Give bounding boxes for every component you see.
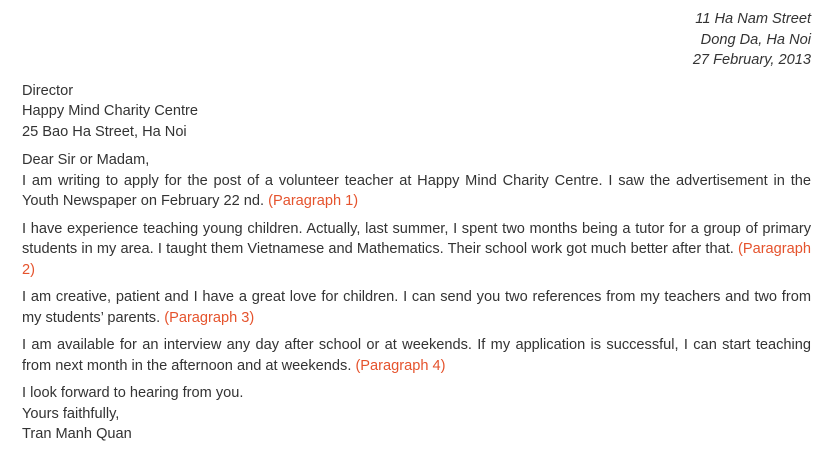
paragraph-2-text: I have experience teaching young children. Actually, last summer, I spent two months being a tutor for a group of primary students in my area. I taught them Vietnamese and Mathematics. Their school work got much better after that. (22, 220, 811, 257)
signature-name: Tran Manh Quan (22, 426, 132, 442)
sender-street: 11 Ha Nam Street (695, 11, 811, 27)
closing-line: I look forward to hearing from you. (22, 385, 244, 401)
sender-district: Dong Da, Ha Noi (700, 31, 811, 48)
recipient-organization: Happy Mind Charity Centre (22, 103, 199, 119)
signoff: Yours faithfully, (22, 405, 120, 422)
letter-body-paragraph-3 (22, 287, 811, 328)
paragraph-4-text: I am available for an interview any day after school or at weekends. If my application is successful, I can start teaching from next month in the afternoon and at weekends. (22, 337, 811, 374)
sender-address (22, 9, 811, 71)
paragraph-2-tag: (Paragraph 2) (22, 241, 811, 278)
salutation: Dear Sir or Madam, (22, 152, 150, 168)
letter-date: 27 February, 2013 (692, 52, 811, 68)
letter-body-paragraph-1 (22, 150, 811, 212)
paragraph-1-text: I am writing to apply for the post of a volunteer teacher at Happy Mind Charity Centre. I saw the advertisement in the Youth Newspaper on February 22 nd. (22, 172, 811, 209)
letter-closing (22, 383, 811, 445)
letter-body-paragraph-2 (22, 219, 811, 281)
paragraph-3-tag: (Paragraph 3) (164, 309, 255, 326)
recipient-street: 25 Bao Ha Street, Ha Noi (22, 123, 187, 140)
letter-body-paragraph-4 (22, 335, 811, 376)
paragraph-1-tag: (Paragraph 1) (268, 193, 359, 209)
recipient-address (22, 81, 811, 143)
paragraph-3-text: I am creative, patient and I have a great love for children. I can send you two references from my teachers and two from my students’ parents. (22, 289, 811, 326)
paragraph-4-tag: (Paragraph 4) (355, 357, 446, 374)
recipient-title: Director (22, 82, 74, 99)
